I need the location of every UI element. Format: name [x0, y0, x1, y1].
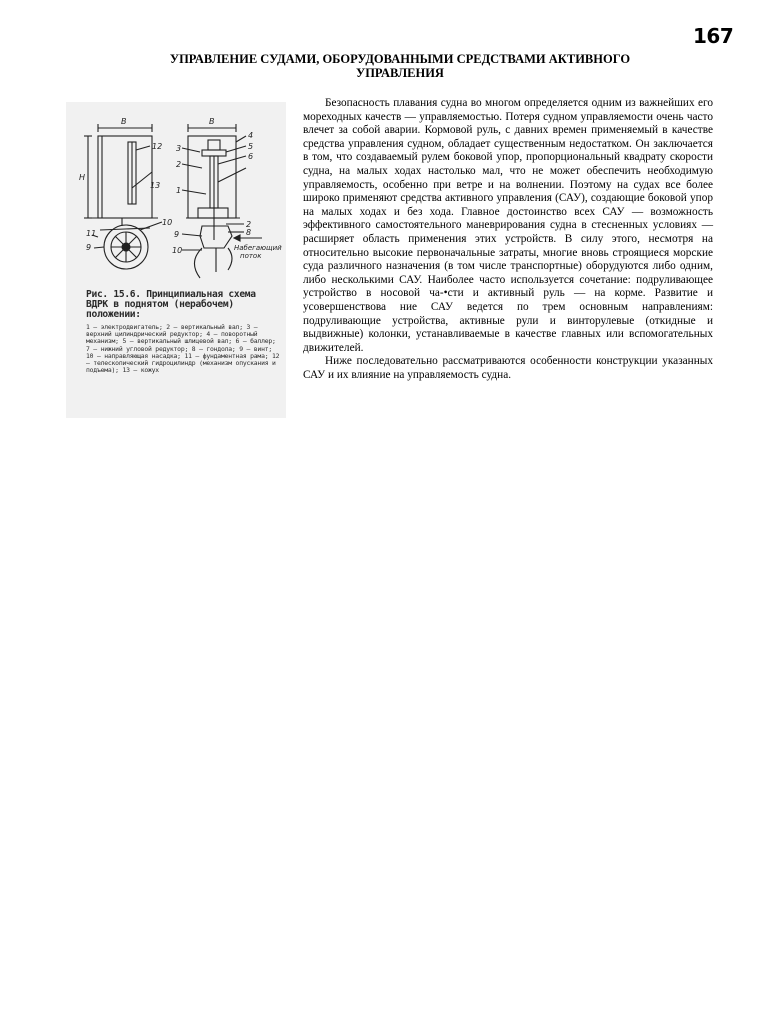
- flow-label-line-1: Набегающий: [234, 244, 282, 252]
- dim-width-label: В: [121, 117, 127, 126]
- vdrk-schematic-drawing: [66, 102, 286, 288]
- callout-9-left: 9: [86, 243, 92, 252]
- callout-8: 8: [246, 228, 252, 237]
- callout-1: 1: [176, 186, 182, 195]
- paragraph-1: Безопасность плавания судна во многом определяется одним из важнейших его мореходных качеств — управляемостью. Потеря судном управляемости очень часто влечет за собой аварии. Кормовой руль, с давних времен применяемый в качестве средства управления судном, обладает существенным недостатком. Он заключается в том, что создаваемый рулем боковой упор, пропорциональный квадрату скорости судна, на малых ходах настолько мал, что не может обеспечить необходимую управляемость, особенно при ветре и на волнении. Поэтому на судах все более широко применяют средства активного управления (САУ), создающие боковой упор на малых ходах и без хода. Главное достоинство всех САУ — возможность эффективного самостоятельного маневрирования судна в стесненных условиях — расширяет область применения этих устройств. В силу этого, несмотря на относительно высокие первоначальные затраты, многие вновь строящиеся морские суда различного назначения (в том числе транспортные) оборудуются либо одним, либо несколькими САУ. Наиболее часто используется сочетание: подруливающее устройство в носовой ча-•сти и активный руль — на корме. Развитие и усовершенствова ние САУ ведется по трем основным направлениям: подруливающие устройства, активные рули и винторулевые (откидные и выдвижные) колонки, устанавливаемые в качестве главных или вспомогательных движителей.: [303, 97, 713, 354]
- section-title-line-2: УПРАВЛЕНИЯ: [356, 66, 444, 80]
- figure-15-6: [66, 102, 286, 418]
- callout-10-left: 10: [162, 218, 173, 227]
- dim-width-label-right: В: [209, 117, 215, 126]
- section-title: [120, 52, 680, 80]
- callout-9-right: 9: [174, 230, 180, 239]
- callout-4: 4: [248, 131, 254, 140]
- body-text: [303, 97, 713, 382]
- callout-3: 3: [176, 144, 182, 153]
- figure-caption-legend: 1 — электродвигатель; 2 — вертикальный вал; 3 — верхний цилиндрический редуктор; 4 — поворотный механизм; 5 — вертикальный шлицевой вал; 6 — баллер; 7 — нижний угловой редуктор; 8 — гондола; 9 — винт; 10 — направляющая насадка; 11 — фундаментная рама; 12 — телескопический гидроцилиндр (механизм опускания и подъема); 13 — кожух: [86, 323, 280, 375]
- figure-caption: [86, 290, 282, 374]
- callout-12: 12: [152, 142, 163, 151]
- page-number: 167: [693, 24, 734, 48]
- callout-5: 5: [248, 142, 254, 151]
- dim-height-label: Н: [79, 173, 86, 182]
- flow-label-line-2: поток: [240, 252, 262, 260]
- callout-6: 6: [248, 152, 254, 161]
- paragraph-2: Ниже последовательно рассматриваются особенности конструкции указанных САУ и их влияние на управляемость судна.: [303, 355, 713, 381]
- section-title-line-1: УПРАВЛЕНИЕ СУДАМИ, ОБОРУДОВАННЫМИ СРЕДСТВАМИ АКТИВНОГО: [169, 52, 631, 66]
- callout-2-lower: 2: [246, 220, 252, 229]
- callout-10-right: 10: [172, 246, 183, 255]
- callout-2-upper: 2: [176, 160, 182, 169]
- figure-caption-title: Рис. 15.6. Принципиальная схема ВДРК в поднятом (нерабочем) положении:: [86, 289, 256, 320]
- callout-13: 13: [150, 181, 161, 190]
- callout-11: 11: [86, 229, 97, 238]
